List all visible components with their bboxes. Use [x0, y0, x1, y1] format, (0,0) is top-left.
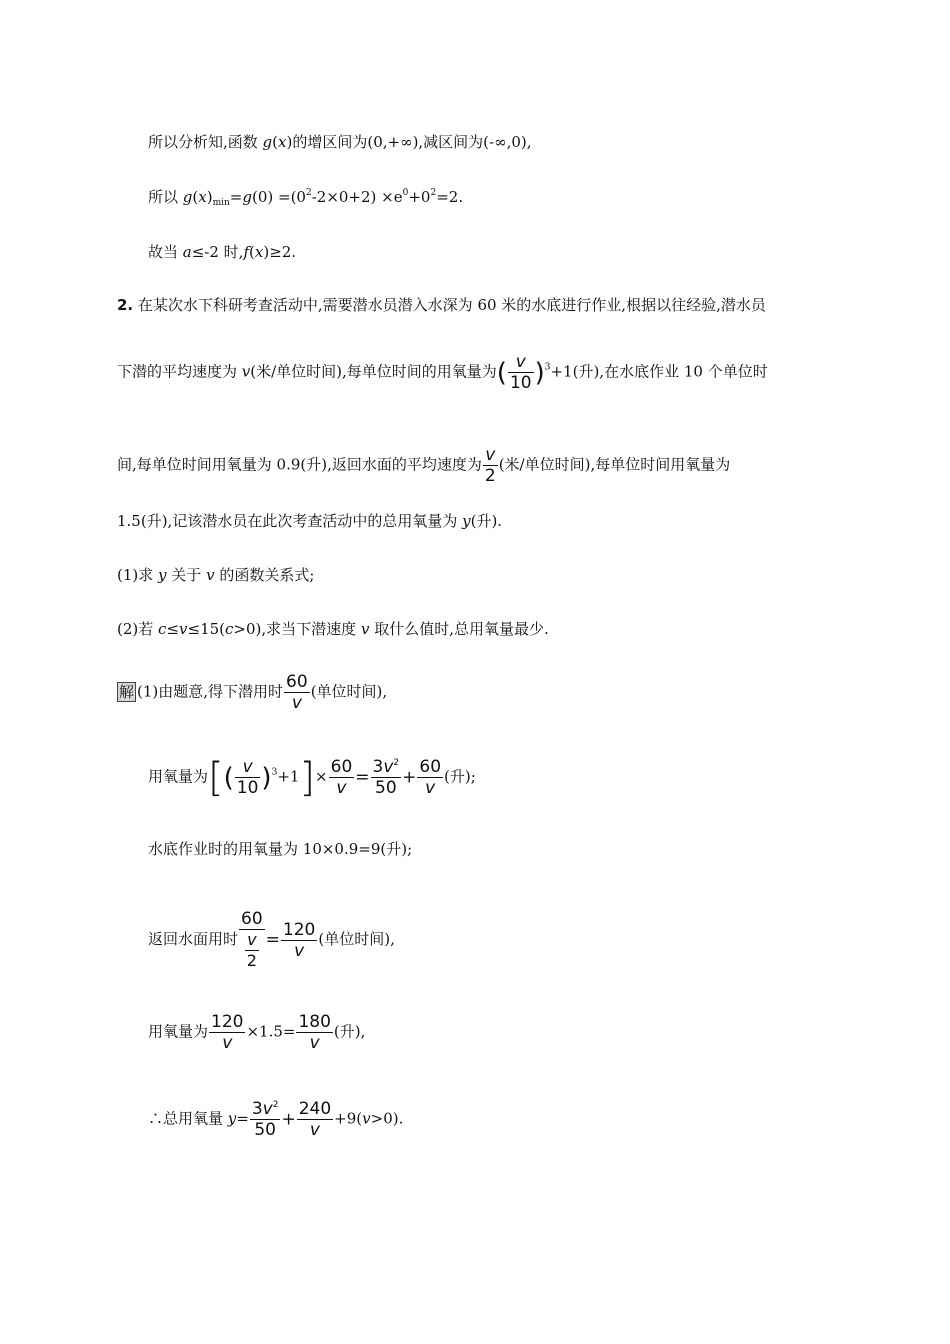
problem-statement-line-3: 间,每单位时间用氧量为 0.9(升),返回水面的平均速度为 $\frac{v}{2}$ (米/单位时间),每单位时间用氧量为: [117, 445, 731, 486]
text-line-conclusion: 故当 a≤-2 时,f(x)≥2.: [148, 243, 297, 261]
question-1: (1)求 y 关于 v 的函数关系式;: [117, 566, 315, 584]
bracket-left: [: [208, 754, 224, 801]
fraction-60-over-v: $\frac{60}{v}$: [419, 757, 442, 798]
solution-line-3: 水底作业时的用氧量为 10×0.9=9(升);: [148, 840, 413, 858]
fraction-3v2-over-50: $\frac{3v^2}{50}$: [251, 1099, 279, 1140]
fraction-120-over-v: $\frac{120}{v}$: [282, 919, 316, 961]
fraction-120-over-v: $\frac{120}{v}$: [211, 1012, 244, 1053]
bracket-right: ]: [299, 754, 316, 801]
fraction-240-over-v: $\frac{240}{v}$: [298, 1099, 332, 1140]
text-line-minimum-value: 所以 $g(x)_{min}=g(0) =(0^2-2\times 0+2) \times e^0+0^2=2$.: [148, 188, 464, 208]
paren-left: (: [496, 357, 507, 388]
fraction-60-over-v: $\frac{60}{v}$: [330, 757, 353, 798]
fraction-60-over-v-half: $\frac{60}{\frac{v}{2}}$: [241, 909, 263, 970]
solution-line-4: 返回水面用时 $\frac{60}{\frac{v}{2}}$ = $\frac{120}{v}$ (单位时间),: [148, 909, 395, 970]
solution-line-1: 解 (1)由题意,得下潜用时 $\frac{60}{v}$ (单位时间),: [119, 672, 388, 713]
solution-line-2: 用氧量为[( $\frac{v}{10}$ )$^3$+1]× $\frac{60}{v}$ = $\frac{3v^2}{50}$ + $\frac{60}{v}$ (升);: [148, 754, 476, 801]
fraction-v-over-10: $\frac{v}{10}$: [509, 352, 532, 393]
solution-line-5: 用氧量为 $\frac{120}{v}$ ×1.5= $\frac{180}{v}$ (升),: [148, 1012, 366, 1053]
fraction-v-over-2: $\frac{v}{2}$: [246, 930, 257, 970]
text-line-increasing-interval: 所以分析知,函数 g(x)的增区间为(0,+∞),减区间为(-∞,0),: [148, 133, 532, 151]
solution-tag: 解: [119, 682, 135, 701]
problem-statement-line-4: 1.5(升),记该潜水员在此次考查活动中的总用氧量为 y(升).: [117, 512, 503, 530]
paren-right: ): [534, 357, 545, 388]
fraction-v-over-10: $\frac{v}{10}$: [236, 757, 259, 798]
fraction-3v2-over-50: $\frac{3v^2}{50}$: [372, 757, 400, 798]
fraction-60-over-v: $\frac{60}{v}$: [286, 672, 308, 713]
question-2: (2)若 c≤v≤15(c>0),求当下潜速度 v 取什么值时,总用氧量最少.: [117, 620, 549, 638]
solution-line-6: ∴总用氧量 y= $\frac{3v^2}{50}$ + $\frac{240}{v}$ +9(v>0).: [148, 1099, 404, 1140]
fraction-v-over-2: $\frac{v}{2}$: [484, 445, 496, 486]
problem-statement-line-2: 下潜的平均速度为 v(米/单位时间),每单位时间的用氧量为( $\frac{v}{10}$ )$^3$+1(升),在水底作业 10 个单位时: [117, 352, 768, 393]
problem-number: 2.: [117, 296, 134, 314]
fraction-180-over-v: $\frac{180}{v}$: [298, 1012, 331, 1053]
problem-statement-line-1: 2. 在某次水下科研考查活动中,需要潜水员潜入水深为 60 米的水底进行作业,根据以往经验,潜水员: [117, 296, 766, 314]
